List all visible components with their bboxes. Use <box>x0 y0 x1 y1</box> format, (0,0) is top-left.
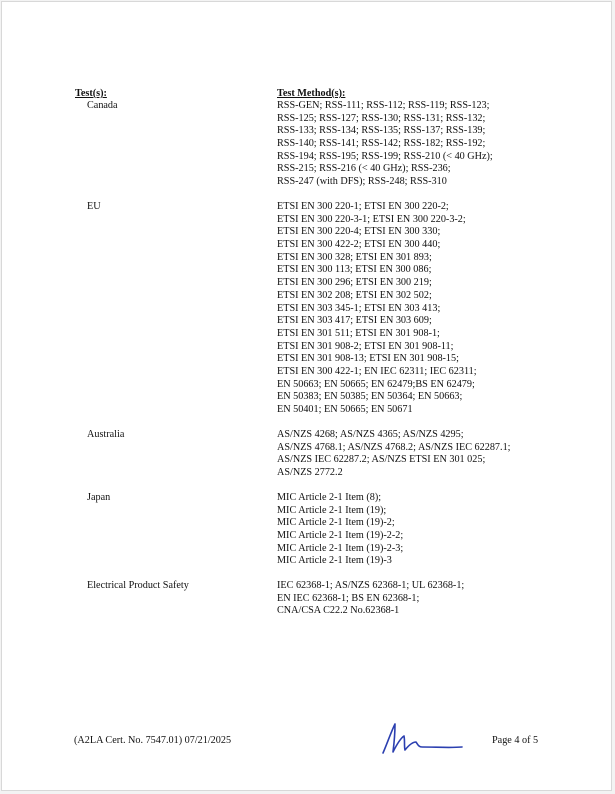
method-line: ETSI EN 300 220-1; ETSI EN 300 220-2; <box>277 201 449 212</box>
method-line: MIC Article 2-1 Item (8); <box>277 492 382 503</box>
category-label: Electrical Product Safety <box>87 580 189 591</box>
method-line: ETSI EN 300 220-4; ETSI EN 300 330; <box>277 226 441 238</box>
method-line: EN IEC 62368-1; BS EN 62368-1; <box>277 592 420 604</box>
method-line: AS/NZS 2772.2 <box>277 467 343 479</box>
method-line: CNA/CSA C22.2 No.62368-1 <box>277 605 400 617</box>
method-line: RSS-247 (with DFS); RSS-248; RSS-310 <box>277 176 447 188</box>
method-line: ETSI EN 301 511; ETSI EN 301 908-1; <box>277 327 440 339</box>
page-number: Page 4 of 5 <box>492 735 539 746</box>
method-line: ETSI EN 301 908-2; ETSI EN 301 908-11; <box>277 340 454 352</box>
method-line: ETSI EN 300 220-3-1; ETSI EN 300 220-3-2; <box>277 213 466 225</box>
method-line: MIC Article 2-1 Item (19); <box>277 504 387 516</box>
method-list <box>277 580 464 618</box>
category-label: Japan <box>87 492 111 503</box>
method-line: ETSI EN 300 422-2; ETSI EN 300 440; <box>277 239 441 251</box>
method-line: RSS-215; RSS-216 (< 40 GHz); RSS-236; <box>277 163 451 175</box>
method-line: RSS-GEN; RSS-111; RSS-112; RSS-119; RSS-123; <box>277 100 490 111</box>
method-line: EN 50401; EN 50665; EN 50671 <box>277 404 413 415</box>
method-line: MIC Article 2-1 Item (19)-2-2; <box>277 530 404 542</box>
document-page <box>1 1 612 791</box>
method-line: ETSI EN 300 422-1; EN IEC 62311; IEC 62311; <box>277 365 477 377</box>
category-label: Australia <box>87 429 125 440</box>
method-line: ETSI EN 300 296; ETSI EN 300 219; <box>277 277 432 289</box>
method-line: AS/NZS 4768.1; AS/NZS 4768.2; AS/NZS IEC 62287.1; <box>277 441 511 453</box>
method-line: ETSI EN 303 417; ETSI EN 303 609; <box>277 315 432 327</box>
method-line: ETSI EN 302 208; ETSI EN 302 502; <box>277 289 432 301</box>
method-list <box>277 429 511 480</box>
method-line: EN 50663; EN 50665; EN 62479;BS EN 62479; <box>277 378 475 390</box>
category-label: EU <box>87 201 101 212</box>
method-line: RSS-133; RSS-134; RSS-135; RSS-137; RSS-139; <box>277 125 486 137</box>
tests-header: Test(s): <box>75 88 107 99</box>
method-line: RSS-125; RSS-127; RSS-130; RSS-131; RSS-132; <box>277 112 486 124</box>
method-line: RSS-140; RSS-141; RSS-142; RSS-182; RSS-192; <box>277 138 486 150</box>
certificate-footer: (A2LA Cert. No. 7547.01) 07/21/2025 <box>74 735 232 746</box>
method-line: AS/NZS 4268; AS/NZS 4365; AS/NZS 4295; <box>277 429 464 440</box>
method-list <box>277 492 403 568</box>
method-line: MIC Article 2-1 Item (19)-2; <box>277 517 395 529</box>
method-line: ETSI EN 303 345-1; ETSI EN 303 413; <box>277 302 441 314</box>
category-label: Canada <box>87 100 118 111</box>
method-list <box>277 100 493 189</box>
method-line: ETSI EN 300 113; ETSI EN 300 086; <box>277 264 432 276</box>
method-line: MIC Article 2-1 Item (19)-2-3; <box>277 542 404 554</box>
method-line: EN 50383; EN 50385; EN 50364; EN 50663; <box>277 391 463 403</box>
method-line: RSS-194; RSS-195; RSS-199; RSS-210 (< 40 GHz); <box>277 150 493 162</box>
method-line: AS/NZS IEC 62287.2; AS/NZS ETSI EN 301 025; <box>277 454 486 466</box>
method-line: IEC 62368-1; AS/NZS 62368-1; UL 62368-1; <box>277 580 465 591</box>
method-line: MIC Article 2-1 Item (19)-3 <box>277 555 392 567</box>
test-methods-header: Test Method(s): <box>277 88 346 99</box>
method-line: ETSI EN 301 908-13; ETSI EN 301 908-15; <box>277 353 459 365</box>
method-line: ETSI EN 300 328; ETSI EN 301 893; <box>277 251 432 263</box>
signature-icon <box>380 720 464 758</box>
method-list <box>277 201 477 417</box>
